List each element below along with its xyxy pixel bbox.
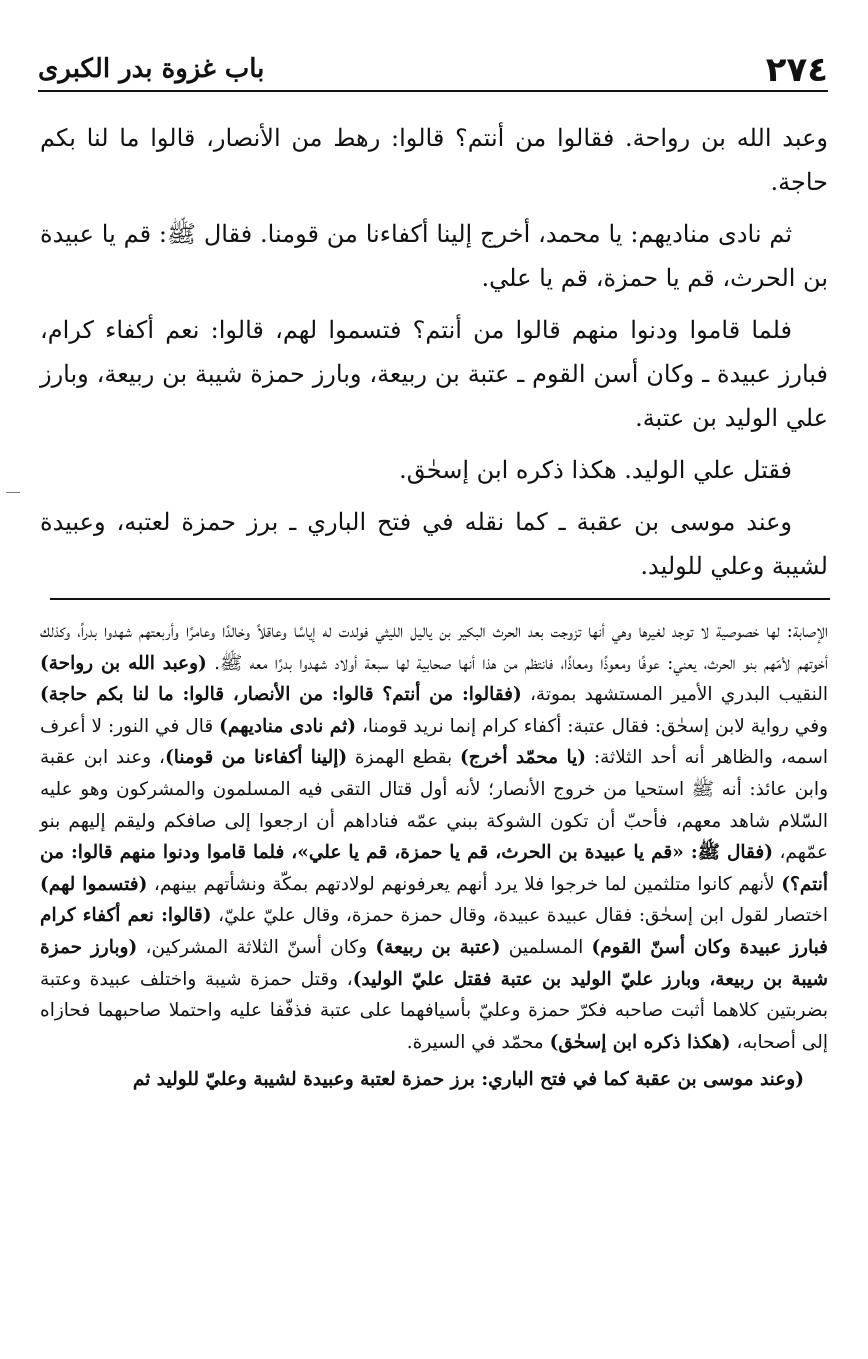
page-header	[38, 42, 828, 92]
footnote-text-run: وكان أسنّ الثلاثة المشركين،	[137, 936, 376, 958]
footnote-quoted-text: (فقال ﷺ: «قم يا عبيدة بن الحرث، قم يا حمزة، قم يا علي»، فلما قاموا ودنوا منهم قالوا: من أنتم؟)	[40, 842, 829, 895]
footnote-text-run: قال في النور: لا أعرف اسمه، والظاهر أنه أحد الثلاثة:	[40, 715, 828, 769]
footnote-last-line: (وعند موسى بن عقبة كما في فتح الباري: برز حمزة لعتبة وعبيدة لشيبة وعليّ للوليد ثم	[132, 1069, 804, 1091]
margin-mark	[6, 492, 20, 493]
main-text	[40, 116, 828, 596]
footnote-text-run: الإصابة: لها خصوصية لا توجد لغيرها وهي أنها تزوجت بعد الحرث البكير بن ياليل الليثي فولدت له إياسًا وعاقلاً وخالدًا وعامرًا وأربعتهم شهدوا بدراً، وكذلك أخوتهم لأمّهم بنو الحرث، يعني: عوفًا ومعوذًا ومعاذًا، فانتظم من هذا أنها صحابية لها سبعة أولاد شهدوا بدرًا معه ﷺ.	[40, 621, 828, 674]
footnote-quoted-text: (وبارز حمزة شيبة بن ربيعة، وبارز عليّ الوليد بن عتبة فقتل عليّ الوليد)	[40, 936, 828, 990]
footnote-paragraph	[40, 616, 828, 1058]
footnote-quoted-text: (عتبة بن ربيعة)	[375, 936, 501, 958]
page-number: ٢٧٤	[765, 50, 828, 90]
footnote-text-run: ، وعند ابن عقبة وابن عائذ: أنه ﷺ استحيا من خروج الأنصار؛ لأنه أول قتال التقى فيه المسلمون والمشركون وهو عليه السّلام شاهد معهم، فأحبّ أن تكون الشوكة ببني عمّه فناداهم أن ارجعوا إلى صافكم وليقم إليهم بنو عمّهم،	[40, 747, 828, 864]
footnote-divider	[50, 598, 830, 600]
footnote-quoted-text: (فقالوا: من أنتم؟ قالوا: من الأنصار، قالوا: ما لنا بكم حاجة)	[40, 684, 522, 706]
main-paragraph: فلما قاموا ودنوا منهم قالوا من أنتم؟ فتسموا لهم، قالوا: نعم أكفاء كرام، فبارز عبيدة ـ وكان أسن القوم ـ عتبة بن ربيعة، وبارز حمزة شيبة بن ربيعة، وبارز علي الوليد بن عتبة.	[40, 316, 829, 432]
footnote-quoted-text: (يا محمّد أخرج)	[459, 747, 587, 769]
footnote-text-run: وفي رواية لابن إسحٰق: فقال عتبة: أكفاء كرام إنما نريد قومنا،	[356, 715, 828, 737]
footnote-text-run: ، وقتل حمزة شيبة واختلف عبيدة وعتبة بضربتين كلاهما أثبت صاحبه فكرّ حمزة وعليّ بأسيافهما على عتبة فذفّفا عليه واحتملا صاحبهما فحازاه إلى أصحابه،	[40, 968, 828, 1053]
footnote-quoted-text: (قالوا: نعم أكفاء كرام فبارز عبيدة وكان أسنّ القوم)	[40, 905, 829, 958]
footnote-text-run: لأنهم كانوا متلثمين لما خرجوا فلا يرد أنهم يعرفونهم لولادتهم بمكّة ونشأتهم بينهم،	[147, 873, 782, 895]
footnote-quoted-text: (فتسموا لهم)	[40, 873, 148, 895]
footnote-text-run: المسلمين	[500, 936, 592, 958]
main-paragraph: وعبد الله بن رواحة. فقالوا من أنتم؟ قالوا: رهط من الأنصار، قالوا ما لنا بكم حاجة.	[40, 124, 828, 196]
main-paragraph: ثم نادى مناديهم: يا محمد، أخرج إلينا أكفاءنا من قومنا. فقال ﷺ: قم يا عبيدة بن الحرث، قم يا حمزة، قم يا علي.	[40, 220, 828, 292]
footnote-quoted-text: (إلينا أكفاءنا من قومنا)	[164, 747, 348, 769]
footnote-quoted-text: (ثم نادى مناديهم)	[219, 715, 356, 737]
footnotes	[40, 616, 828, 1096]
main-paragraph: وعند موسى بن عقبة ـ كما نقله في فتح الباري ـ برز حمزة لعتبه، وعبيدة لشيبة وعلي للوليد.	[40, 508, 828, 580]
footnote-quoted-text: (وعبد الله بن رواحة)	[40, 652, 207, 674]
footnote-text-run: اختصار لقول ابن إسحٰق: فقال عبيدة عبيدة، وقال حمزة حمزة، وقال عليّ عليّ،	[211, 905, 828, 927]
main-paragraph: فقتل علي الوليد. هكذا ذكره ابن إسحٰق.	[399, 456, 792, 484]
footnote-text-run: بقطع الهمزة	[347, 747, 460, 769]
footnote-quoted-text: (هكذا ذكره ابن إسحٰق)	[549, 1031, 731, 1053]
running-title: باب غزوة بدر الكبرى	[38, 54, 265, 84]
footnote-text-run: محمّد في السيرة.	[406, 1031, 550, 1053]
footnote-text-run: النقيب البدري الأمير المستشهد بموتة،	[521, 684, 828, 706]
